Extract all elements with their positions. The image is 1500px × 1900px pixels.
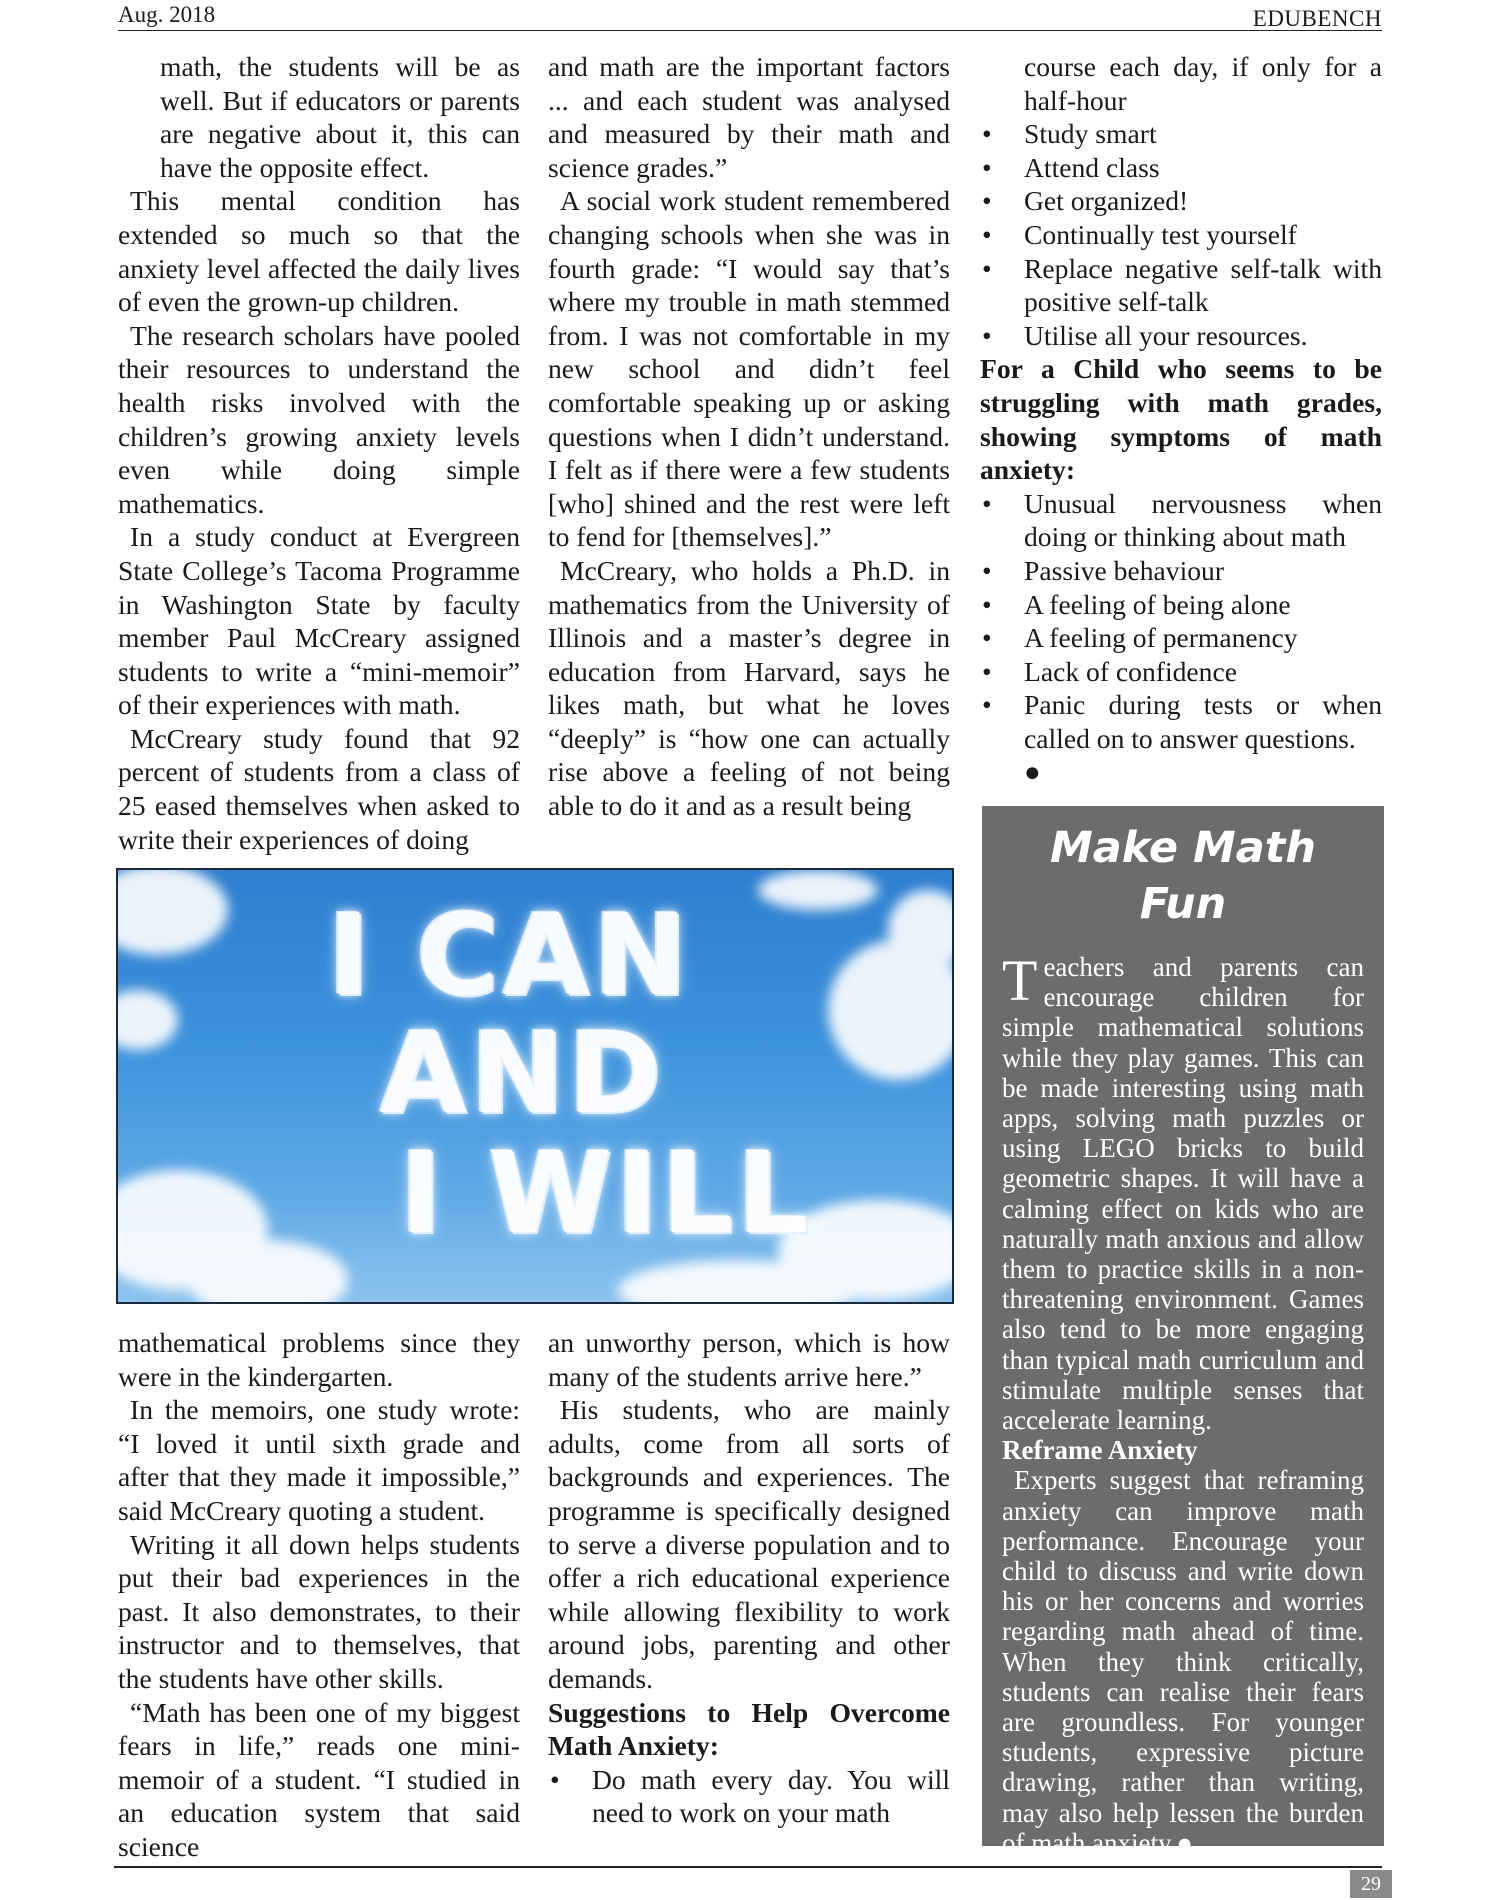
- list-item: • A feeling of being alone: [980, 588, 1382, 622]
- list-item: • Attend class: [980, 151, 1382, 185]
- paragraph: His students, who are mainly adults, come from all sorts of backgrounds and experiences. The programme is specifically designed to serve a diverse population and to offer a rich educational experience while allowing flexibility to work around jobs, parenting and other demands.: [548, 1394, 950, 1694]
- column-2-top: [548, 50, 950, 823]
- cloud-text-line: I WILL: [400, 1129, 813, 1259]
- list-item: • Replace negative self-talk with positive self-talk: [980, 252, 1382, 319]
- paragraph: In the memoirs, one study wrote: “I loved it until sixth grade and after that they made it impossible,” said McCreary quoting a student.: [118, 1394, 520, 1526]
- sidebar-body: [1002, 948, 1364, 1858]
- paragraph: math, the students will be as well. But if educators or parents are negative about it, this can have the opposite effect.: [160, 51, 520, 183]
- cloud-text-line: AND: [380, 1009, 666, 1139]
- list-item: • Study smart: [980, 117, 1382, 151]
- sidebar-box: [982, 806, 1384, 1858]
- list-item: • A feeling of permanency: [980, 621, 1382, 655]
- list-item: • Get organized!: [980, 184, 1382, 218]
- list-item: • Panic during tests or when called on to answer questions.: [980, 688, 1382, 755]
- suggestions-list: [548, 1763, 950, 1830]
- sky-photo: [116, 868, 954, 1304]
- cloud-text-line: I CAN: [328, 891, 692, 1021]
- list-continuation: course each day, if only for a half-hour: [1024, 51, 1382, 116]
- page-number: 29: [1350, 1870, 1392, 1898]
- list-item: • Utilise all your resources.: [980, 319, 1382, 353]
- paragraph: A social work student remembered changing schools when she was in fourth grade: “I would say that’s where my trouble in math stemmed from. I was not comfortable in my new school and didn’t feel comfortable speaking up or asking questions when I didn’t understand. I felt as if there were a few students [who] shined and the rest were left to fend for [themselves].”: [548, 185, 950, 553]
- paragraph-text: eachers and parents can encourage children for simple mathematical solutions while they play games. This can be made interesting using math apps, solving math puzzles or using LEGO bricks to build geometric shapes. It will have a calming effect on kids who are naturally math anxious and allow them to practice skills in a non-threatening environment. Games also tend to be more engaging than typical math curriculum and stimulate multiple senses that accelerate learning.: [1002, 952, 1364, 1436]
- paragraph: This mental condition has extended so much so that the anxiety level affected the daily lives of even the grown-up children.: [118, 185, 520, 318]
- paragraph: Experts suggest that reframing anxiety can improve math performance. Encourage your child to discuss and write down his or her concerns and worries regarding math ahead of time. When they think critically, students can realise their fears are groundless. For younger students, expressive picture drawing, rather than writing, may also help lessen the burden of math anxiety.●: [1002, 1465, 1364, 1858]
- symptoms-list: [980, 487, 1382, 756]
- paragraph: [1002, 948, 1364, 1436]
- end-mark: ●: [1024, 756, 1041, 788]
- footer-rule: [114, 1866, 1382, 1868]
- sidebar-title: Make Math Fun: [1050, 823, 1316, 929]
- paragraph: mathematical problems since they were in the kindergarten.: [118, 1327, 520, 1392]
- tips-list: [980, 117, 1382, 352]
- drop-cap: T: [1002, 948, 1038, 1013]
- column-1-top: [118, 50, 520, 856]
- column-1-bottom: [118, 1326, 520, 1864]
- list-item: • Do math every day. You will need to work on your math: [548, 1763, 950, 1830]
- list-item: • Unusual nervousness when doing or thinking about math: [980, 487, 1382, 554]
- sidebar-subheading: Reframe Anxiety: [1002, 1435, 1198, 1466]
- paragraph: In a study conduct at Evergreen State College’s Tacoma Programme in Washington State by faculty member Paul McCreary assigned students to write a “mini-memoir” of their experiences with math.: [118, 521, 520, 721]
- paragraph: and math are the important factors ... and each student was analysed and measured by their math and science grades.”: [548, 51, 950, 183]
- header-date: Aug. 2018: [118, 2, 216, 27]
- paragraph: McCreary, who holds a Ph.D. in mathematics from the University of Illinois and a master’s degree in education from Harvard, says he likes math, but what he loves “deeply” is “how one can actually rise above a feeling of not being able to do it and as a result being: [548, 554, 950, 822]
- subheading: Suggestions to Help Overcome Math Anxiety:: [548, 1696, 950, 1762]
- column-3-top: [980, 50, 1382, 789]
- column-2-bottom: [548, 1326, 950, 1830]
- paragraph: The research scholars have pooled their resources to understand the health risks involved with the children’s growing anxiety levels even while doing simple mathematics.: [118, 319, 520, 519]
- subheading: For a Child who seems to be struggling with math grades, showing symptoms of math anxiety:: [980, 353, 1382, 486]
- list-item: • Continually test yourself: [980, 218, 1382, 252]
- paragraph: Writing it all down helps students put their bad experiences in the past. It also demonstrates, to their instructor and to themselves, that the students have other skills.: [118, 1528, 520, 1694]
- list-item: • Lack of confidence: [980, 655, 1382, 689]
- paragraph: an unworthy person, which is how many of the students arrive here.”: [548, 1327, 950, 1392]
- cloud-lettering: [118, 870, 952, 1302]
- header-rule: [118, 30, 1382, 31]
- paragraph: McCreary study found that 92 percent of students from a class of 25 eased themselves when asked to write their experiences of doing: [118, 722, 520, 855]
- paragraph: “Math has been one of my biggest fears in life,” reads one mini-memoir of a student. “I studied in an education system that said science: [118, 1696, 520, 1862]
- list-item: • Passive behaviour: [980, 554, 1382, 588]
- publication-name: EDUBENCH: [1252, 6, 1382, 31]
